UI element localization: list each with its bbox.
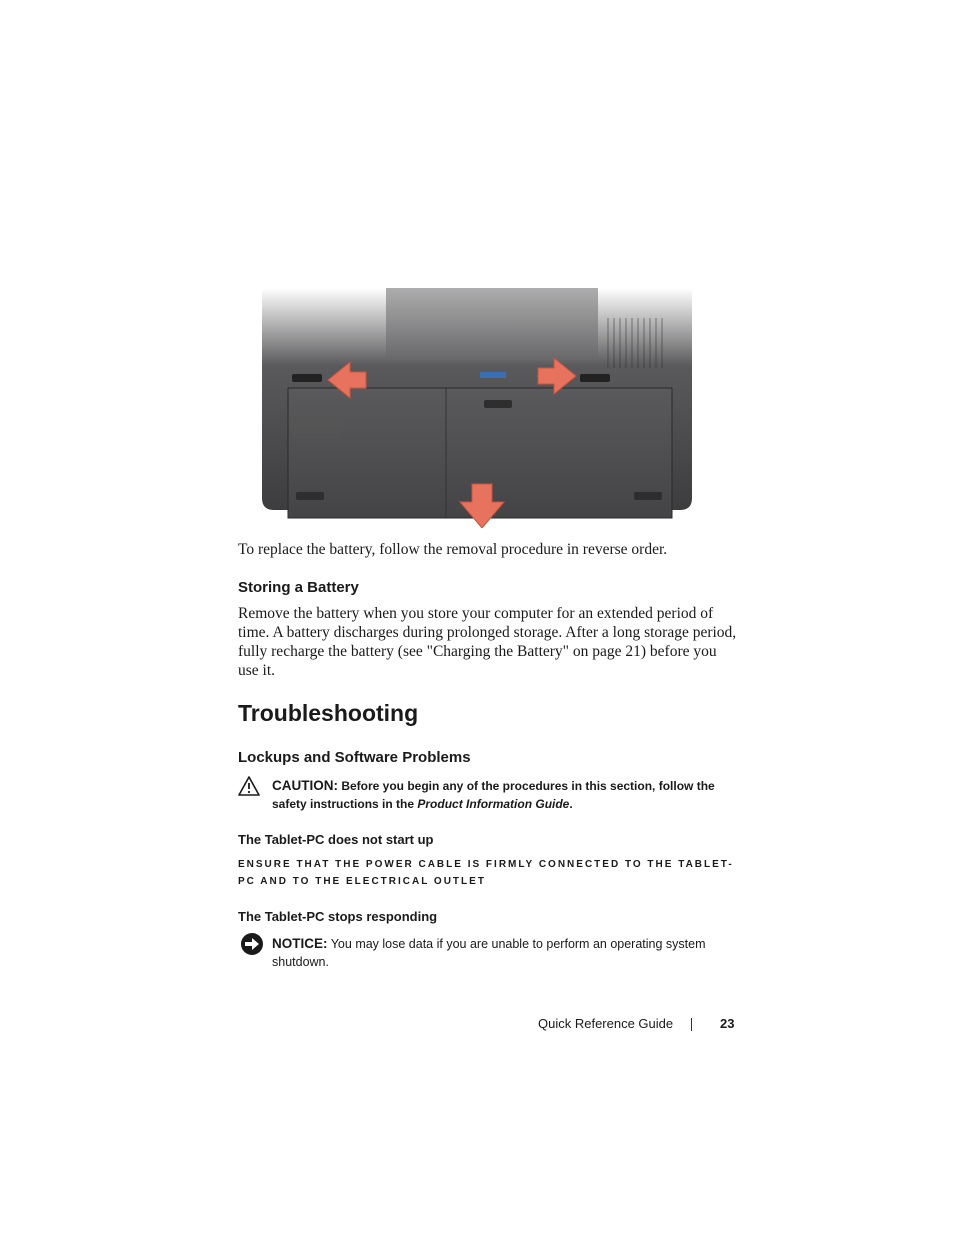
storing-battery-body: Remove the battery when you store your computer for an extended period of time. A battery discharges during prolonged storage. After a long storage period, fully recharge the battery (see "Charging the Battery" on page 21) before you use it. bbox=[238, 605, 737, 679]
latch-left bbox=[292, 374, 322, 382]
notice-label: NOTICE: bbox=[272, 936, 328, 951]
caution-label: CAUTION: bbox=[272, 778, 338, 793]
footer-divider bbox=[691, 1018, 692, 1031]
latch-right bbox=[580, 374, 610, 382]
stops-responding-heading: The Tablet-PC stops responding bbox=[238, 909, 438, 924]
footer-guide-title: Quick Reference Guide bbox=[538, 1016, 674, 1031]
access-panel bbox=[386, 288, 598, 360]
no-start-heading: The Tablet-PC does not start up bbox=[238, 832, 434, 847]
notice-note bbox=[272, 935, 732, 971]
storing-battery-heading: Storing a Battery bbox=[238, 579, 359, 596]
caution-warning-icon bbox=[238, 776, 260, 796]
battery-removal-figure bbox=[262, 288, 692, 528]
caution-end: . bbox=[569, 797, 573, 811]
release-indicator bbox=[480, 372, 506, 378]
replace-battery-text: To replace the battery, follow the removal procedure in reverse order. bbox=[238, 541, 668, 558]
caution-body: Before you begin any of the procedures in this section, follow the safety instructions in the bbox=[272, 779, 715, 811]
caution-note bbox=[272, 777, 732, 813]
product-guide-ref: Product Information Guide bbox=[417, 797, 570, 811]
lockups-heading: Lockups and Software Problems bbox=[238, 749, 471, 766]
notice-body: You may lose data if you are unable to perform an operating system shutdown. bbox=[272, 937, 706, 969]
troubleshooting-heading: Troubleshooting bbox=[238, 700, 419, 726]
laptop-underside-illustration bbox=[262, 288, 692, 528]
notice-arrow-icon bbox=[240, 932, 264, 956]
page-number: 23 bbox=[720, 1016, 735, 1031]
ensure-power-text: ENSURE THAT THE POWER CABLE IS FIRMLY CONNECTED TO THE TABLET-PC AND TO THE ELECTRICAL OUTLET bbox=[238, 859, 734, 887]
